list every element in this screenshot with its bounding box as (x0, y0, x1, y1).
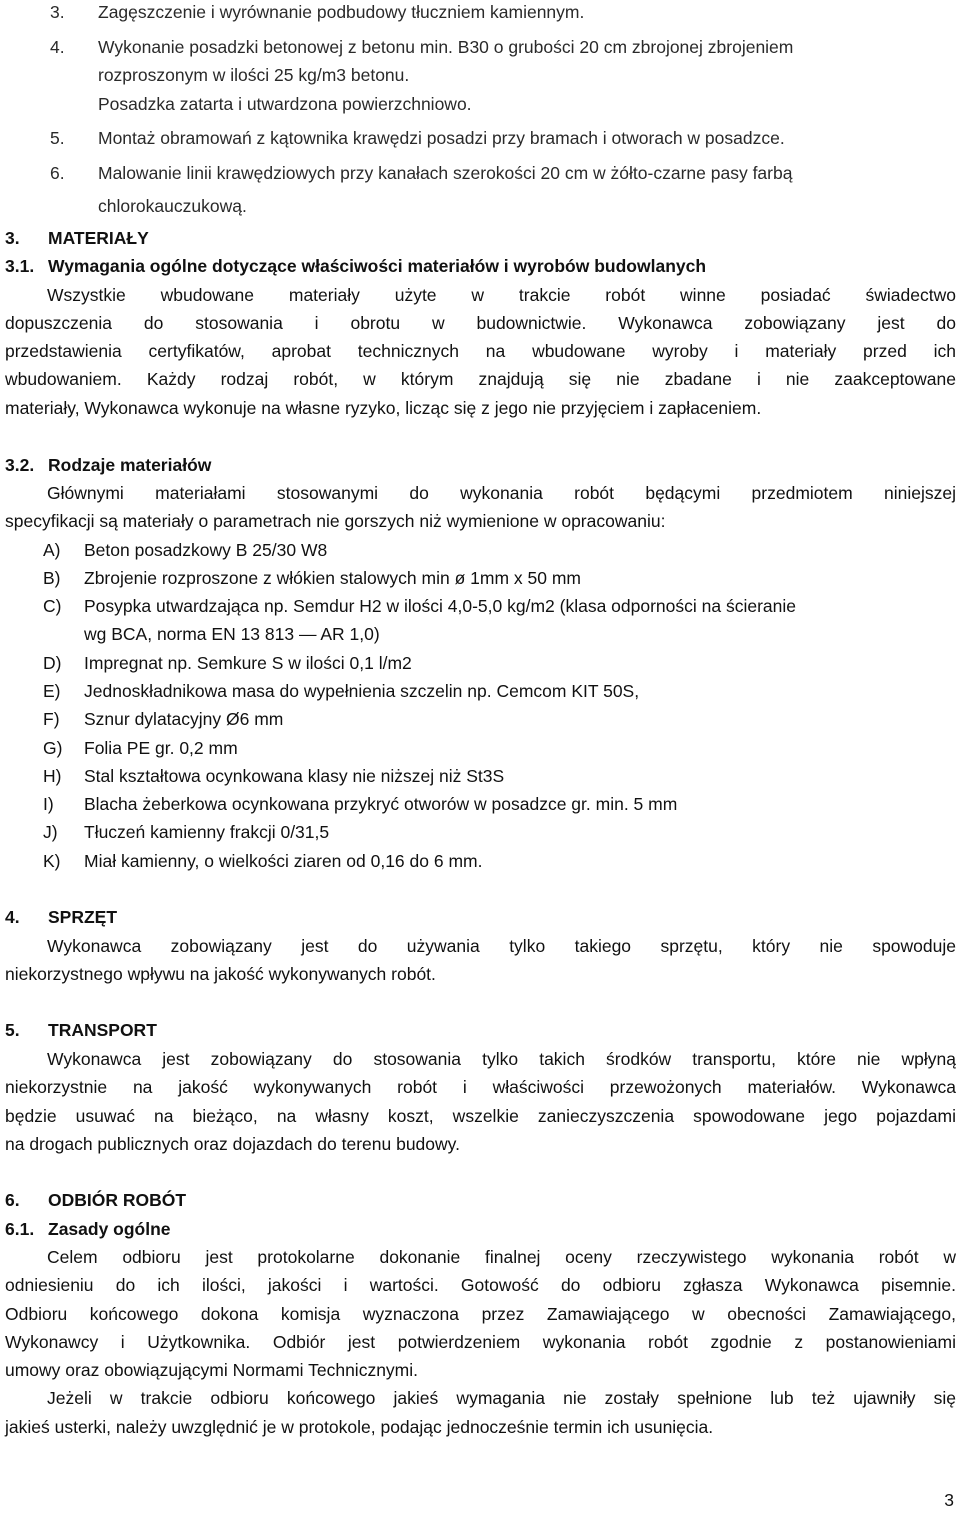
paragraph-line: Wykonawca jest zobowiązany do stosowania tylko takich środków transportu, które nie wpłyną (47, 1049, 956, 1069)
document-page: 3. Zagęszczenie i wyrównanie podbudowy tłuczniem kamiennym. 4. Wykonanie posadzki betonowej z betonu min. B30 o grubości 20 cm zbrojonej zbrojeniem rozproszonym w ilości 25 kg/m3 betonu. Posadzka zatarta i utwardzona powierzchniowo. 5. Montaż obramowań z kątownika krawędzi posadzi przy bramach i otworach w posadzce. 6. Malowanie linii krawędziowych przy kanałach szerokości 20 cm w żółto-czarne pasy farbą chlorokauczukową. 3. MATERIAŁY 3.1. Wymagania ogólne dotyczące właściwości materiałów i wyrobów budowlanych Wszystkie wbudowane materiały użyte w trakcie robót winne posiadać świadectwo dopuszczenia do stosowania i obrotu w budownictwie. Wykonawca zobowiązany jest do przedstawienia certyfikatów, aprobat technicznych na wbudowane wyroby i materiały przed ich wbudowaniem. Każdy rodzaj robót, w którym znajdują się nie zbadane i nie zaakceptowane materiały, Wykonawca wykonuje na własne ryzyko, licząc się z jego nie przyjęciem i zapłaceniem. 3.2. Rodzaje materiałów Głównymi materiałami stosowanymi do wykonania robót będącymi przedmiotem niniejszej specyfikacji są materiały o parametrach nie gorszych niż wymienione w opracowaniu: A) Beton posadzkowy B 25/30 W8 B) Zbrojenie rozproszone z włókien stalowych min ø 1mm x 50 mm C) Posypka utwardzająca np. Semdur H2 w ilości 4,0-5,0 kg/m2 (klasa odporności na ścieranie wg BCA, norma EN 13 813 — AR 1,0) D) Impregnat np. Semkure S w ilości 0,1 l/m2 E) Jednoskładnikowa masa do wypełnienia szczelin np. Cemcom KIT 50S, F) Sznur dylatacyjny Ø6 mm G) Folia PE gr. 0,2 mm H) Stal kształtowa ocynkowana klasy nie niższej niż St3S I) Blacha żeberkowa ocynkowana przykryć otworów w posadzce gr. min. 5 mm J) Tłuczeń kamienny frakcji 0/31,5 K) Miał kamienny, o wielkości ziaren od 0,16 do 6 mm. 4. SPRZĘT Wykonawca zobowiązany jest do używania tylko takiego sprzętu, który nie spowoduje niekorzystnego wpływu na jakość wykonywanych robót. 5. TRANSPORT Wykonawca jest zobowiązany do stosowania tylko takich środków transportu, które nie wpłyną niekorzystnie na jakość wykonywanych robót i właściwości przewożonych materiałów. Wykonawca będzie usuwać na bieżąco, na własny koszt, wszelkie zanieczyszczenia spowodowane jego pojazdami na drogach publicznych oraz dojazdach do terenu budowy. 6. ODBIÓR ROBÓT 6.1. Zasady ogólne Celem odbioru jest protokolarne dokonanie finalnej oceny rzeczywistego wykonania robót w odniesieniu do ich ilości, jakości i wartości. Gotowość do odbioru zgłasza Wykonawca pisemnie. Odbioru końcowego dokona komisja wyznaczona przez Zamawiającego w obecności Zamawiającego, Wykonawcy i Użytkownika. Odbiór jest potwierdzeniem wykonania robót zgodnie z postanowieniami umowy oraz obowiązującymi Normami Technicznymi. Jeżeli w trakcie odbioru końcowego jakieś wymagania nie zostały spełnione lub też ujawniły się jakieś usterki, należy uwzględnić je w protokole, podając jednocześnie termin ich usunięcia. 3 (5, 2, 956, 1510)
paragraph-line: Celem odbioru jest protokolarne dokonanie finalnej oceny rzeczywistego wykonania robót w (47, 1247, 956, 1267)
paragraph-line: materiały, Wykonawca wykonuje na własne ryzyko, licząc się z jego nie przyjęciem i zapłaceniem. (5, 398, 762, 418)
paragraph-line: Wykonawca zobowiązany jest do używania tylko takiego sprzętu, który nie spowoduje (47, 936, 956, 956)
paragraph-line: niekorzystnego wpływu na jakość wykonywanych robót. (5, 964, 436, 984)
paragraph-line: Odbioru końcowego dokona komisja wyznaczona przez Zamawiającego w obecności Zamawiającego, (5, 1304, 956, 1324)
page-number: 3 (944, 1490, 954, 1510)
paragraph-line: Wszystkie wbudowane materiały użyte w trakcie robót winne posiadać świadectwo (47, 285, 956, 305)
paragraph-line: niekorzystnie na jakość wykonywanych robót i właściwości przewożonych materiałów. Wykonawca (5, 1077, 956, 1097)
paragraph-line: Wykonawcy i Użytkownika. Odbiór jest potwierdzeniem wykonania robót zgodnie z postanowieniami (5, 1332, 956, 1352)
paragraph-line: specyfikacji są materiały o parametrach nie gorszych niż wymienione w opracowaniu: (5, 511, 666, 531)
paragraph-line: będzie usuwać na bieżąco, na własny koszt, wszelkie zanieczyszczenia spowodowane jego pojazdami (5, 1106, 956, 1126)
paragraph-line: przedstawienia certyfikatów, aprobat technicznych na wbudowane wyroby i materiały przed ich (5, 341, 956, 361)
paragraph-line: umowy oraz obowiązującymi Normami Technicznymi. (5, 1360, 419, 1380)
paragraph-line: jakieś usterki, należy uwzględnić je w protokole, podając jednocześnie termin ich usunięcia. (5, 1417, 714, 1437)
paragraph-line: na drogach publicznych oraz dojazdach do terenu budowy. (5, 1134, 460, 1154)
paragraph-line: dopuszczenia do stosowania i obrotu w budownictwie. Wykonawca zobowiązany jest do (5, 313, 956, 333)
paragraph-line: odniesieniu do ich ilości, jakości i wartości. Gotowość do odbioru zgłasza Wykonawca pisemnie. (5, 1275, 956, 1295)
paragraph-line: Głównymi materiałami stosowanymi do wykonania robót będącymi przedmiotem niniejszej (47, 483, 956, 503)
paragraph-line: Jeżeli w trakcie odbioru końcowego jakieś wymagania nie zostały spełnione lub też ujawniły się (47, 1388, 956, 1408)
paragraph-line: wbudowaniem. Każdy rodzaj robót, w którym znajdują się nie zbadane i nie zaakceptowane (5, 369, 956, 389)
